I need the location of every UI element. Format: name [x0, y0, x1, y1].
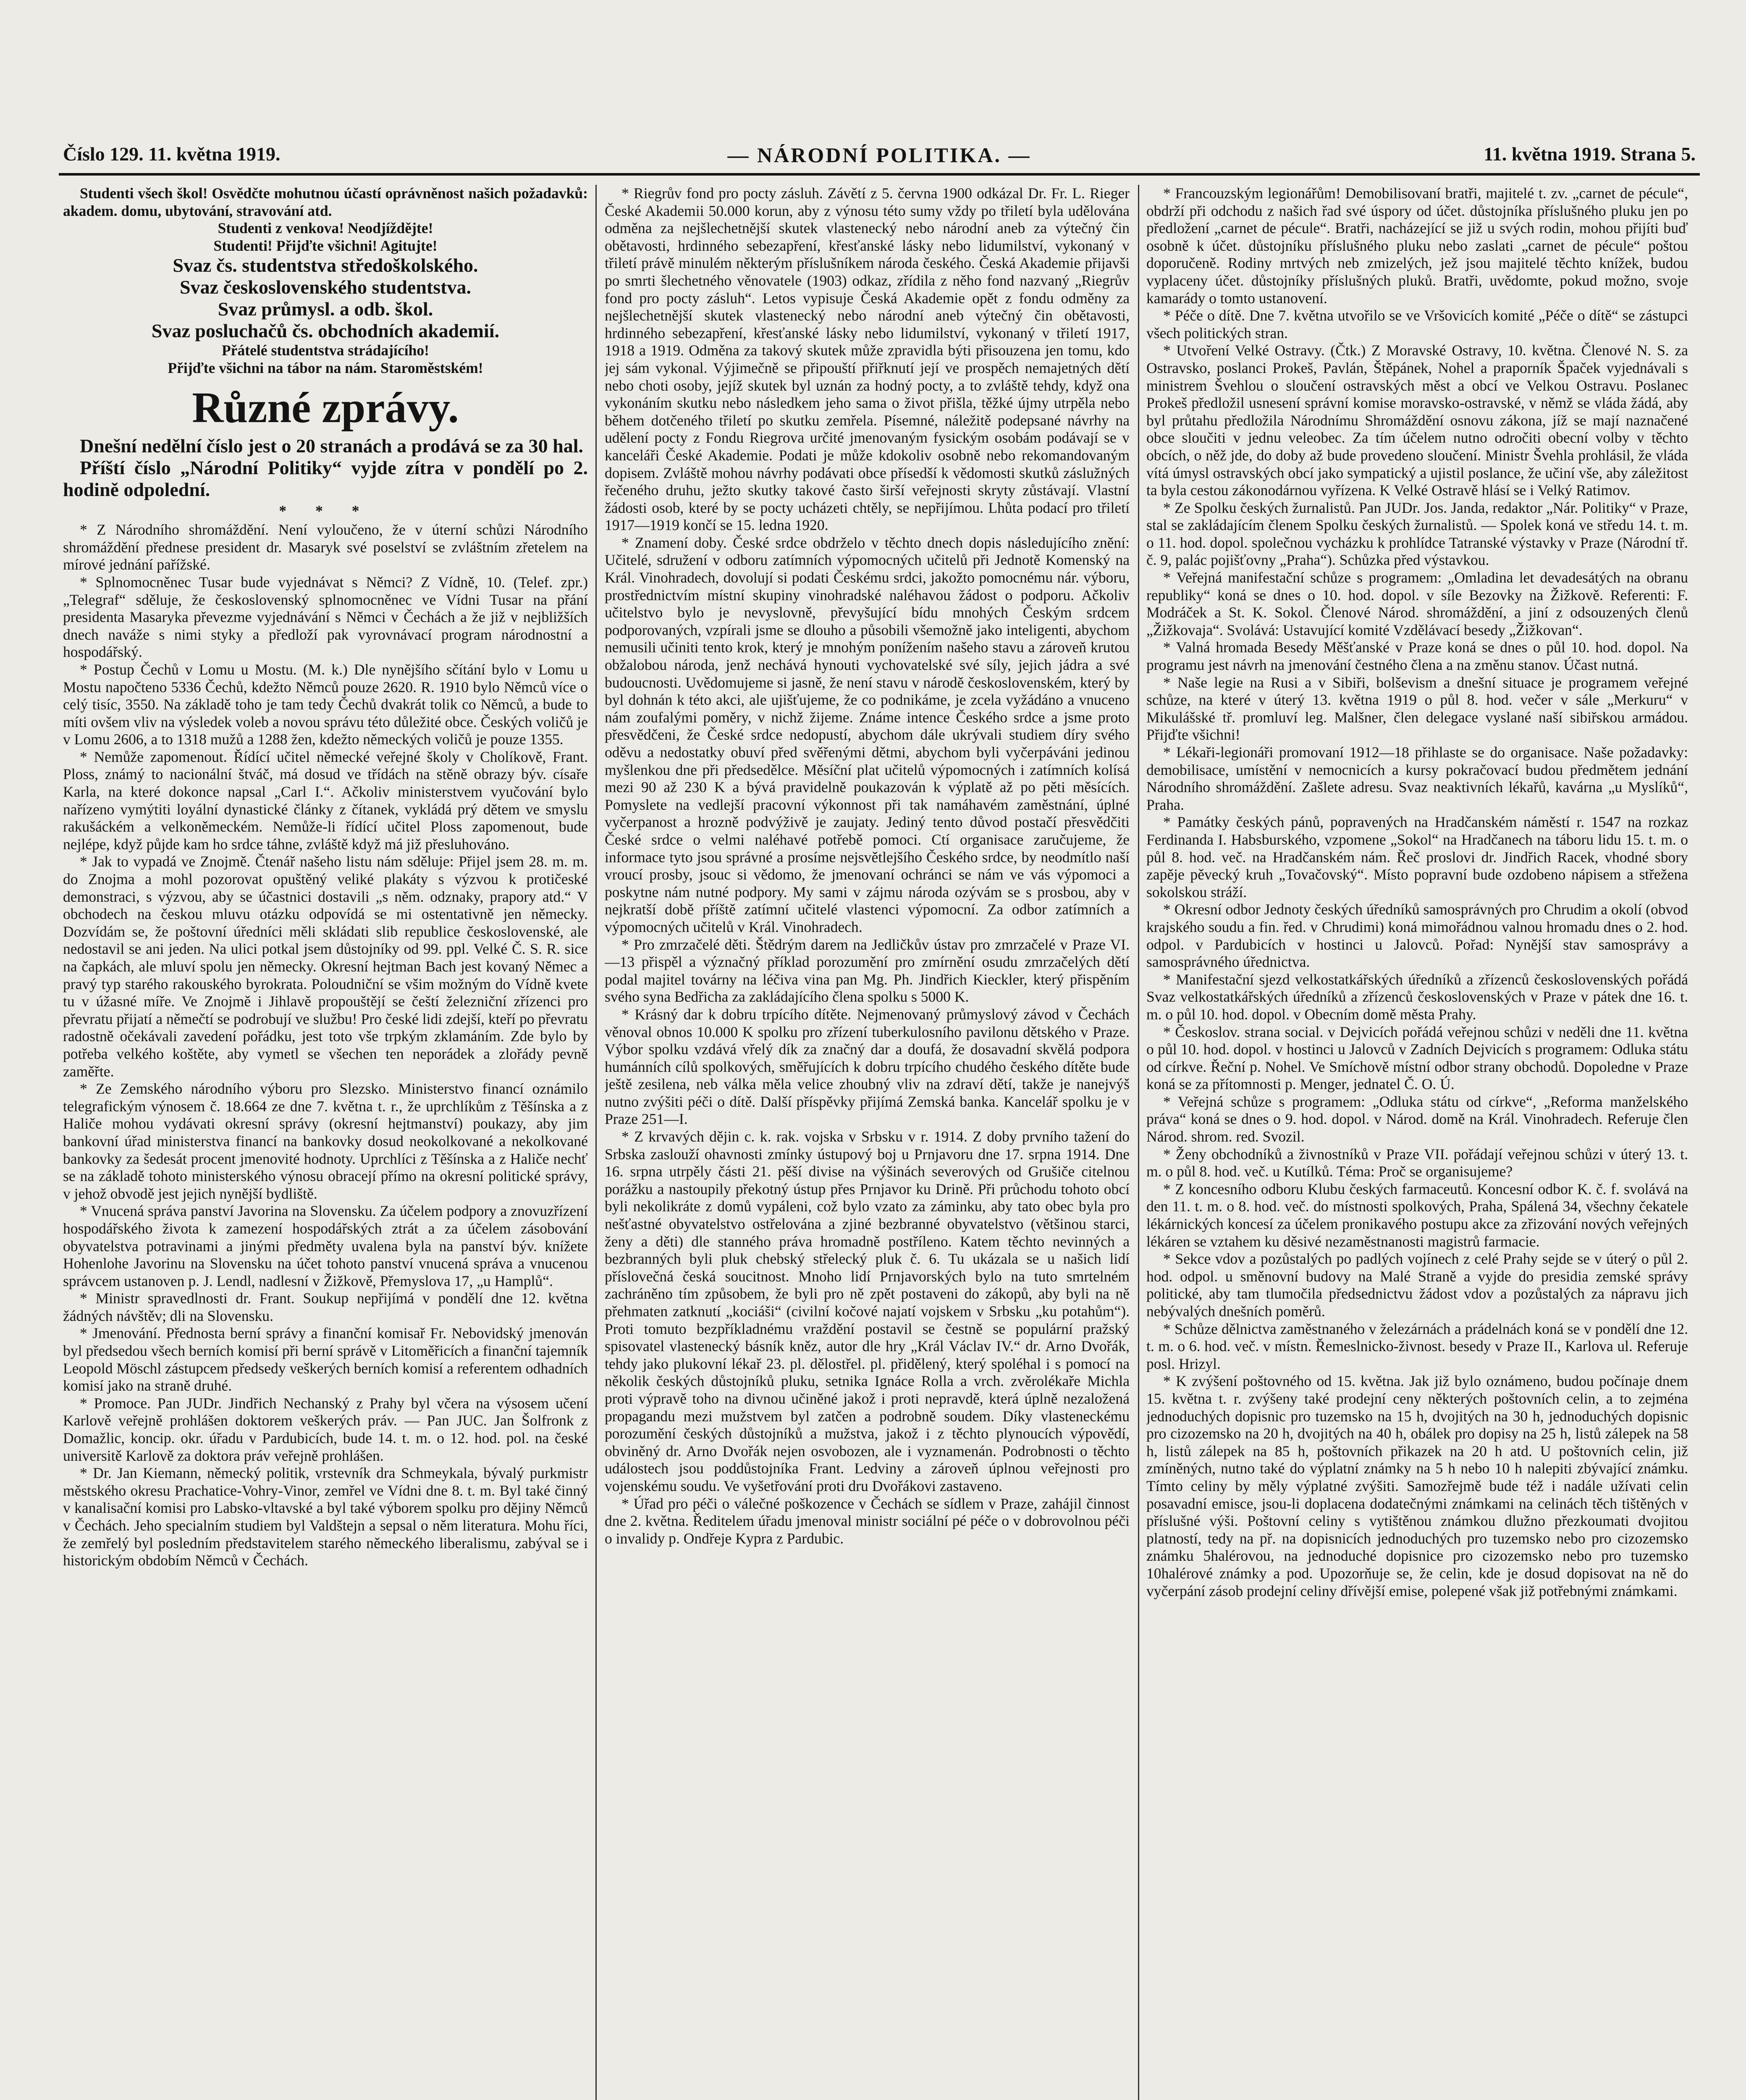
article: * Pro zmrzačelé děti. Štědrým darem na Jedličkův ústav pro zmrzačelé v Praze VI.—13 přispěl a význačný příklad porozumění pro zmírnění osudu zmrzačelých dětí podal majitel továrny na léčiva vina pan Mg. Ph. Jindřich Kieckler, který přispěním svého syna Bedřicha za zakládajícího člena spolku s 5000 K.: [605, 936, 1130, 1005]
issue-number: Číslo 129. 11. května 1919.: [63, 143, 281, 165]
article: * Znamení doby. České srdce obdrželo v těchto dnech dopis následujícího znění: Učitelé, sdružení v odboru zatímních výpomocných učitelů při Jednotě Komenský na Král. Vinohradech, dovolují si podati Českému srdci, jakožto pomocnému nár. výboru, prostřednictvím místní skupiny vinohradské naléhavou žádost o podporu. Ačkoliv učitelstvo bylo je nevyslovně, převyšující bídu mnohých Českým srdcem podporovaných, vzpírali jsme se dlouho a působili všemožně jako inteligenti, abychom nemusili učiniti tento krok, který je mnohým ponížením našeho stavu a zároveň krutou obžalobou národa, jenž nechává hynouti vychovatelské své síly, jejich jádra a své budoucnosti. Uvědomujeme si jasně, že není stavu v národě československém, který by byl dohnán k této akci, ale ujišťujeme, že co podnikáme, je zcela vyžádáno a vnuceno nám zoufalými poměry, v nichž žijeme. Známe intence Českého srdce a jsme proto přesvědčeni, že České srdce nedopustí, abychom dále ukrývali studiem díry svého oděvu a nedostatky obuví před svěřenými dětmi, abychom byli vyčerpáváni jedinou myšlenkou dne při předsedělce. Měsíční plat učitelů výpomocných i zatímních kolísá mezi 90 až 230 K a bývá pravidelně poukazován k výplatě až po pěti měsících. Pomyslete na vedlejší pracovní výkonnost při tak namáhavém zaměstnání, úplné vyčerpanost a hrozně podvýživě je zaujaty. Jediný tento důvod postačí přesvědčiti České srdce o velmi naléhavé potřebě pomoci. Ctí organisace zaručujeme, že informace tyto jsou správné a prosíme nejsvětlejšího Českého srdce, by neodmítlo naší vroucí prosby, jsouc si vědomo, že jmenovaní ochránci se nám ve vás výpomoci a poskytne nám nutné podpory. My sami v zájmu národa ozývám se s prosbou, aby v nejkratší době příště zatímní učitelé vlastenci výpomocní. Za odbor zatímních a výpomocných učitelů v Král. Vinohradech.: [605, 534, 1130, 935]
student-call: Studenti! Přijďte všichni! Agitujte!: [213, 237, 438, 254]
article: * Památky českých pánů, popravených na Hradčanském náměstí r. 1547 na rozkaz Ferdinanda I. Habsburského, vzpomene „Sokol“ na Hradčanech na táboru lidu 15. t. m. o půl 8. hod. več. na Hradčanském nám. Řeč proslovi dr. Jindřich Racek, vhodné sbory zapěje pěvecký kruh „Tovačovský“. Místo popravní bude ozdobeno nápisem a střežena sokolskou stráží.: [1146, 814, 1688, 900]
notice: Příští číslo „Národní Politiky“ vyjde zítra v pondělí po 2. hodině odpolední.: [63, 457, 588, 500]
column-3: [1146, 185, 1688, 2100]
student-call: Studenti všech škol! Osvědčte mohutnou účastí oprávněnost našich požadavků: akadem. domu, ubytování, stravování atd.: [63, 185, 588, 219]
article: * Veřejná schůze s programem: „Odluka státu od církve“, „Reforma manželského práva“ koná se dnes o 9. hod. dopol. v Národ. domě na Král. Vinohradech. Referuje člen Národ. shrom. red. Svozil.: [1146, 1093, 1688, 1145]
article: * Lékaři-legionáři promovaní 1912—18 přihlaste se do organisace. Naše požadavky: demobilisace, umístění v nemocnicích a kursy pokračovací budou předmětem jednání Národního shromáždění. Zašlete adresu. Svaz neaktivních lékařů, kavárna „u Myslíků“, Praha.: [1146, 744, 1688, 813]
student-call: Přijďte všichni na tábor na nám. Staroměstském!: [168, 359, 483, 376]
article: * Ženy obchodníků a živnostníků v Praze VII. pořádají veřejnou schůzi v úterý 13. t. m. o půl 8. hod. več. u Kutílků. Téma: Proč se organisujeme?: [1146, 1145, 1688, 1180]
separator-stars: * * *: [279, 502, 372, 519]
article: * Jak to vypadá ve Znojmě. Čtenář našeho listu nám sděluje: Přijel jsem 28. m. m. do Znojma a mohl pozorovat opuštěný veliké plakáty s výzvou k protičeské demonstraci, s výzvou, aby se účastnici dostavili „s něm. odznaky, prapory atd.“ V obchodech na českou mluvu otázku odpovídá se mi ostentativně jen německy. Dozvídám se, že poštovní úředníci měli skládati slib republice československé, ale nedostavil se ani jeden. Na ulici potkal jsem důstojníky od 99. ppl. Velké Č. S. R. sice na čapkách, ale mluví spolu jen německy. Okresní hejtman Bach jest kovaný Němec a pravý typ starého rakouského byrokrata. Poloudniční se všim možným do Vídně kvete tu v úžasné míře. Ve Znojmě i Jihlavě propouštějí se čeští železniční zřízenci pro převratu přijatí a němečtí se podrobují ve službu! Pro české lidi zdejší, kteří po převratu radostně očekávali zavedení pořádku, jest toto vše trpkým zklamáním. Zde bylo by potřeba velkého koštěte, aby vymetl se všechen ten neporádek a zlořády pevně zaměřte.: [63, 853, 588, 1080]
organization-name: Svaz čs. studentstva středoškolského.: [173, 255, 478, 276]
article: * Utvoření Velké Ostravy. (Čtk.) Z Moravské Ostravy, 10. května. Členové N. S. za Ostravsko, poslanci Prokeš, Pavlán, Štěpánek, Nohel a praporník Špaček vyjednávali s ministrem Švehlou o sloučení ostravských měst a obcí ve Velkou Ostravu. Poslanec Prokeš předložil usnesení správní komise moravsko-ostravské, v němž se vláda žádá, aby byl průtahu předložila Národnímu Shromáždění osnovu zákona, jíž se mají naznačené obce sloučiti v jednu veleobec. Za tím účelem nutno odročiti obecní volby v těchto obcích, o něž jde, do doby až bude provedeno sloučení. Ministr Švehla prohlásil, že vláda vítá úmysl ostravských obcí jako sympatický a ujistil poslance, že učiní vše, aby záležitost ta byla cestou zákonodárnou vyřízena. K Velké Ostravě hlásí se i Velký Ratimov.: [1146, 342, 1688, 499]
article: * Veřejná manifestační schůze s programem: „Omladina let devadesátých na obranu republiky“ koná se dnes o 10. hod. dopol. v síle Bezovky na Žižkově. Referenti: F. Modráček a St. K. Sokol. Členové Národ. shromáždění, a jiní z odsouzených členů „Žižkovaja“. Svolává: Ustavující komité Vzdělávací besedy „Žižkovan“.: [1146, 569, 1688, 638]
student-call: Studenti z venkova! Neodjíždějte!: [218, 220, 433, 237]
article: * K zvýšení poštovného od 15. května. Jak již bylo oznámeno, budou počínaje dnem 15. května t. r. zvýšeny také prodejní ceny některých poštovních celin, a to zejména jednoduchých dopisnic pro tuzemsko na 15 h, dvojitých na 30 h, jednoduchých dopisnic pro cizozemsko na 20 h, dvojitých na 40 h, obálek pro dopisy na 25 h, listů zálepek na 58 h, listů zálepek na 85 h, poštovních přikazek na 20 h atd. U poštovních celin, již zmíněných, nutno také do výplatní známky na 5 h nebo 10 h nalepiti zbývající známku. Tímto celiny by měly výplatné zvýšiti. Samozřejmě bude též i nadále užívati celin posavadní emisce, jsou-li doplacena dodatečnými známkami na celinách těch tištěných v příslušné výši. Poštovní celiny s vytištěnou známkou dlužno přezkoumati dvojitou platností, tedy na př. na dopisnicích jednoduchých pro tuzemsko nebo pro cizozemsko známku 5halérovou, na jednoduché dopisnice pro cizozemsko nebo pro tuzemsko 10halérové známky a pod. Upozorňuje se, že celin, kde je dosud dopisovat na ně do vyčerpání zásob prodejní celiny dřívější emise, polepené však již potřebnými známkami.: [1146, 1373, 1688, 1599]
article: * Péče o dítě. Dne 7. května utvořilo se ve Vršovicích komité „Péče o dítě“ se zástupci všech politických stran.: [1146, 307, 1688, 341]
masthead: — NÁRODNÍ POLITIKA. —: [727, 143, 1031, 167]
article: * Francouzským legionářům! Demobilisovaní bratři, majitelé t. zv. „carnet de pécule“, obdrží při odchodu z našich řad své úspory od účet. důstojníka příslušného pluku jen po předložení „carnet de pécule“. Bratři, nacházející se již u svých rodin, mohou přijíti buď osobně k účet. důstojníku příslušného pluku nebo zaslati „carnet de pécule“ poštou doporučeně. Rodiny mrtvých neb zmizelých, jež jsou majitelé těchto knížek, budou vyplaceny účet. důstojníky příslušných pluků. Bratři, uvědomte, pokud možno, svoje kamarády o tomto ustanovení.: [1146, 185, 1688, 307]
article: * Krásný dar k dobru trpícího dítěte. Nejmenovaný průmyslový závod v Čechách věnoval obnos 10.000 K spolku pro zřízení tuberkulosního pavilonu dětského v Praze. Výbor spolku vzdává vřelý dík za značný dar a doufá, že dosavadní skvělá podpora humánních cílů spolkových, směřujících k dobru trpícího chudého českého dítěte bude ještě zesilena, neb válka měla velice zhoubný vliv na zdraví dětí, takže je nanejvýš nutno zvýšiti péči o dítě. Další příspěvky přijímá Zemská banka. Kancelář spolku je v Praze 251—I.: [605, 1005, 1130, 1128]
organization-name: Svaz posluchačů čs. obchodních akademií.: [151, 320, 500, 342]
date-page: 11. května 1919. Strana 5.: [1484, 143, 1696, 165]
column-divider: [595, 185, 597, 2100]
article: * Českoslov. strana social. v Dejvicích pořádá veřejnou schůzi v neděli dne 11. května o půl 10. hod. dopol. v hostinci u Jalovců v Zadních Dejvicích s programem: Odluka státu od církve. Řeční p. Nohel. Ve Smíchově místní odbor strany obchodů. Dopoledne v Praze koná se za přítomnosti p. Menger, jednatel Č. O. Ú.: [1146, 1023, 1688, 1093]
article: * Splnomocněnec Tusar bude vyjednávat s Němci? Z Vídně, 10. (Telef. zpr.) „Telegraf“ sděluje, že československý splnomocněnec ve Vídni Tusar na přání presidenta Masaryka převezme vyjednávání s Němci v Čechách a že již v nejbližších dnech naváže s nimi styky a předloží pak vyrovnávací program národnostní a hospodářský.: [63, 573, 588, 661]
section-title: Různé zprávy.: [192, 383, 459, 432]
article: * Jmenování. Přednosta berní správy a finanční komisař Fr. Nebovidský jmenován byl předsedou všech berních komisí při berní správě v Litoměřicích a finanční tajemník Leopold Möschl zástupcem předsedy veškerých berních komisí a referentem odhadních komisí jako na straně druhé.: [63, 1325, 588, 1394]
organization-name: Svaz průmysl. a odb. škol.: [218, 298, 433, 320]
article: * Vnucená správa panství Javorina na Slovensku. Za účelem podpory a znovuzřízení hospodářského života k zamezení hospodářských ztrát a za účelem zásobování obyvatelstva potravinami a jinými předměty uvalena byla na panství býv. knížete Hohenlohe Javorinu na Slovensku na účet tohoto panství vnucená správa a vnucenou správcem ustanoven p. J. Lendl, nadlesní v Žižkově, Přemyslova 17, „u Hamplů“.: [63, 1202, 588, 1289]
organization-name: Svaz československého studentstva.: [180, 276, 471, 298]
header-rule: [59, 173, 1700, 176]
article: * Postup Čechů v Lomu u Mostu. (M. k.) Dle nynějšího sčítání bylo v Lomu u Mostu napočteno 5336 Čechů, kdežto Němců pouze 2620. R. 1910 bylo Němců více o celý tisíc, 3550. Na základě toho je tam tedy Čechů dvakrát tolik co Němců, a bude to míti ovšem vliv na výsledek voleb a novou správu této důležité obce. Českých voličů je v Lomu 2606, a to 1318 mužů a 1288 žen, kdežto německých voličů je pouze 1355.: [63, 661, 588, 748]
column-2: [605, 185, 1130, 2100]
article: * Okresní odbor Jednoty českých úředníků samosprávných pro Chrudim a okolí (obvod krajského soudu a fin. řed. v Chrudimi) koná mimořádnou valnou hromadu dnes o 2. hod. odpol. v Pardubicích v hostinci u Jalovců. Pořad: Nynější stav samosprávy a samosprávného úřednictva.: [1146, 901, 1688, 971]
page-header: [63, 143, 1696, 172]
article: * Ze Spolku českých žurnalistů. Pan JUDr. Jos. Janda, redaktor „Nár. Politiky“ v Praze, stal se zakládajícím členem Spolku českých žurnalistů. — Spolek koná ve středu 14. t. m. o 11. hod. dopol. společnou vycházku k prohlídce Tatranské výstavky v Praze (Národní tř. č. 9, palác pojišťovny „Praha“). Schůzka před výstavkou.: [1146, 499, 1688, 569]
article: * Naše legie na Rusi a v Sibiři, bolševism a dnešní situace je programem veřejné schůze, na které v úterý 13. května 1919 o půl 8. hod. večer v sále „Merkuru“ v Mikulášské tř. promluví leg. Malšner, člen delegace vyslané naší sibiřskou armádou. Přijďte všichni!: [1146, 674, 1688, 743]
article: * Promoce. Pan JUDr. Jindřich Nechanský z Prahy byl včera na výsosem učení Karlově veřejně prohlášen doktorem veškerých práv. — Pan JUC. Jan Šolfronk z Domažlic, koncip. okr. úřadu v Pardubicích, bude 14. t. m. o 12. hod. pol. na české universitě Karlově za doktora práv veřejně prohlášen.: [63, 1394, 588, 1464]
article: * Dr. Jan Kiemann, německý politik, vrstevník dra Schmeykala, bývalý purkmistr městského okresu Prachatice-Vohry-Vinor, zemřel ve Vídni dne 8. t. m. Byl také činný v kanalisační komisi pro Labsko-vltavské a byl také výborem spolku pro dějiny Němců v Čechách. Jeho specialním studiem byl Valdštejn a sepsal o něm literatura. Mohu říci, že zemřelý byl posledním představitelem starého německého liberalismu, zabýval se i historickým obdobím Němců v Čechách.: [63, 1465, 588, 1569]
article: * Ministr spravedlnosti dr. Frant. Soukup nepřijímá v pondělí dne 12. května žádných návštěv; dli na Slovensku.: [63, 1290, 588, 1324]
notice: Dnešní nedělní číslo jest o 20 stranách a prodává se za 30 hal.: [80, 435, 584, 457]
student-call: Přátelé studentstva strádajícího!: [221, 342, 430, 359]
article: * Úřad pro péči o válečné poškozence v Čechách se sídlem v Praze, zahájil činnost dne 2. května. Ředitelem úřadu jmenoval ministr sociální pé péče o v dobrovolnou péči o invalidy p. Ondřeje Kypra z Pardubic.: [605, 1495, 1130, 1547]
article: * Nemůže zapomenout. Řídící učitel německé veřejné školy v Cholíkově, Frant. Ploss, známý to nacionální štváč, má dosud ve třídách na stěně obrazy býv. císaře Karla, na které dokonce napsal „Carl I.“. Ačkoliv ministerstvem vyučování bylo nařízeno vymýtiti loyální dynastické články z čítanek, vykládá prý dětem ve smyslu rakušáckém a velkoněmeckém. Nemůže-li řídící učitel Ploss zapomenout, bude nejlépe, když půjde kam ho srdce táhne, zvláště když má již přesluhováno.: [63, 748, 588, 853]
article: * Z Národního shromáždění. Není vyloučeno, že v úterní schůzi Národního shromáždění přednese president dr. Masaryk své poselství se zvláštním zřetelem na mírové jednání pařížské.: [63, 521, 588, 573]
article: * Z koncesního odboru Klubu českých farmaceutů. Koncesní odbor K. č. f. svolává na den 11. t. m. o 8. hod. več. do místnosti spolkových, Praha, Spálená 34, všechny čekatele lékárnických koncesí za účelem pronikavého postupu akce za zřizování nových veřejných lékáren se vztahem ku děsivé nezaměstnanosti magistrů farmacie.: [1146, 1180, 1688, 1250]
article: * Manifestační sjezd velkostatkářských úředníků a zřízenců československých pořádá Svaz velkostatkářských úředníků a zřízenců československých v Praze v pátek dne 16. t. m. o půl 10. hod. dopol. v Obecním domě města Prahy.: [1146, 971, 1688, 1023]
article: * Schůze dělnictva zaměstnaného v železárnách a prádelnách koná se v pondělí dne 12. t. m. o 6. hod. več. v místn. Řemeslnicko-živnost. besedy v Praze II., Karlova ul. Referuje posl. Hrizyl.: [1146, 1320, 1688, 1372]
article: * Z krvavých dějin c. k. rak. vojska v Srbsku v r. 1914. Z doby prvního tažení do Srbska zaslouží ohavnosti zmínky ústupový boj u Prnjavoru dne 17. srpna 1914. Dne 16. srpna utrpěly části 21. pěší divise na výšinách severových od Grušiče citelnou porážku a nastoupily překotný ústup přes Prnjavor ku Drině. Při průchodu tohoto obcí byli nekolikráte z domů vypáleni, což bylo vzato za záminku, aby tato obec byla pro nešťastné obyvatelstvo ostřelována a zjiné bezbranné obyvatelstvo (většinou starci, ženy a děti) dle stanného práva hromadně postříleno. Katem těchto nevinných a bezbranných byli pluk chebský střelecký pluk č. 6. Tu ukázala se u našich lidí příslovečná česká soucitnost. Mnoho lidí Prnjavorských bylo na tuto smrtelném zachráněno tím způsobem, že byli pro ně zpět postaveni do zákopů, aby byli na ně přehmaten zatknutí „kociáši“ (civilní kočové najatí vojskem v Srbsku „ku potahům“). Proti tomuto bezpříkladnému vraždění postavil se čestně se populární pražský spisovatel vlastenecký básník kněz, autor dle hry „Král Václav IV.“ dr. Arno Dvořák, tehdy jako plukovní lékař 23. pl. dělostřel. pl. přidělený, který spoléhal i s pomocí na několik českých důstojníků pluku, setnika Ignáce Rolla a vrch. zvěrolékaře Michla proti výpravě toho na divnou učiněné jakož i proti nepravdě, která úplně nezaložená propagandu mezi mužstvem byl zatčen a podrobně soudem. Díky vlasteneckému porozumění českých důstojníků a mužstva, jakož i z těchto plynoucích výpovědí, obviněný dr. Arno Dvořák nejen osvobozen, ale i vyznamenán. Podrobnosti o těchto událostech jsou poddůstojníka Frant. Ledviny a zároveň úplnou veřejnosti pro vojenskému soudu. Ve vyšetřování proti dru Dvořákovi zastaveno.: [605, 1128, 1130, 1494]
article: * Sekce vdov a pozůstalých po padlých vojínech z celé Prahy sejde se v úterý o půl 2. hod. odpol. u směnovní budovy na Malé Straně a vyjde do presidia zemské správy politické, aby tam tlumočila předsednictvu žádost vdov a pozůstalých za nápravu jich nebývalých dnešních poměrů.: [1146, 1250, 1688, 1320]
column-1: [63, 185, 588, 2100]
article: * Riegrův fond pro pocty zásluh. Závětí z 5. června 1900 odkázal Dr. Fr. L. Rieger České Akademii 50.000 korun, aby z výnosu této sumy vždy po třiletí byla udělována odměna za nejšlechetnější skutek vlastenecký nebo národní aneb za výtečný čin obětavosti, hrdinného sebezapření, křesťanské lásky nebo lidumilství, vykonaný v třiletí právě minulém některým příslušníkem národa českého. Česká Akademie přijavši po smrti šlechetného věnovatele (1903) odkaz, zřídila z něho fond nazvaný „Riegrův fond pro pocty zásluh“. Letos vypisuje Česká Akademie opět z fondu odměny za nejšlechetnější skutek vlastenecký nebo národní aneb výtečný čin obětavosti, hrdinného sebezapření, křesťanské lásky nebo lidumilství, vykonaný v třiletí 1917, 1918 a 1919. Odměna za takový skutek může zpravidla býti přisouzena jen tomu, kdo jej sám vykonal. Výjimečně se připouští přiřknutí její ve prospěch nemajetných dětí nebo choti osoby, jejíž skutek byl uznán za hodný pocty, a to zvláště tehdy, když ona vykonáním skutku nebo následkem jeho sama o život přišla, těžké újmy utrpěla nebo během dotčeného třiletí po skutku zemřela. Písemné, náležitě podepsané návrhy na udělení pocty z Fondu Riegrova určité jmenovaným fysickým osobám podávají se v kanceláři České Akademie. Podati je může kdokoliv osobně nebo rekomandovaným dopisem. Zvláště mohou návrhy podávati obce přísedší k vědomosti skutků záslužných řečeného druhu, ježto skutky takové často širší veřejnosti skryty zůstávají. Vlastní žádosti osob, které by se pocty ucházeti chtěly, se nepřijímou. Lhůta podací pro třiletí 1917—1919 končí se 15. ledna 1920.: [605, 185, 1130, 534]
article: * Ze Zemského národního výboru pro Slezsko. Ministerstvo financí oznámilo telegrafickým výnosem č. 18.664 ze dne 7. května t. r., že uprchlíkům z Těšínska a z Haliče mohou vydávati okresní správy (okresní hejtmanství) poukazy, aby jim bankovní úřad ministerstva financí na bankovky dosud neokolkované a nekolkované bankovky za šedesát procent jmenovité hodnoty. Uprchlíci z Těšínska a z Haliče nechť se na základě tohoto ministerského výnosu obracejí přímo na okresní politické správy, v jehož obvodě jest jejich nynější bydliště.: [63, 1080, 588, 1202]
column-divider: [1138, 185, 1139, 2100]
article: * Valná hromada Besedy Měšťanské v Praze koná se dnes o půl 10. hod. dopol. Na programu jest návrh na jmenování čestného člena a na změnu stanov. Účast nutná.: [1146, 639, 1688, 674]
